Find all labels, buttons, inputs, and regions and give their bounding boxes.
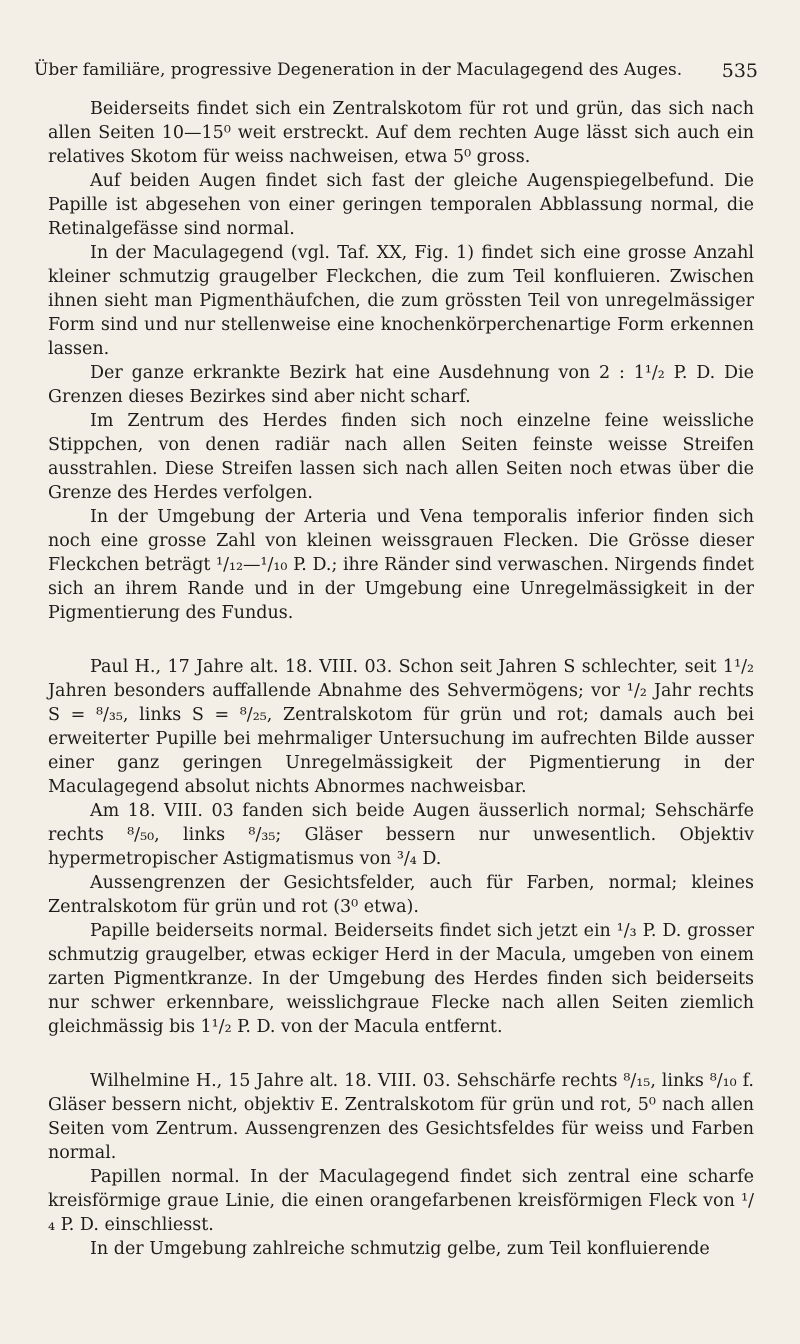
paragraph: Auf beiden Augen findet sich fast der gleiche Augenspiegelbefund. Die Papille ist abgesehen von einer geringen temporalen Abblassung normal, die Retinalgefässe sind normal.: [48, 171, 754, 239]
paragraph: Aussengrenzen der Gesichtsfelder, auch für Farben, normal; kleines Zentralskotom für grün und rot (3⁰ etwa).: [48, 873, 754, 917]
paragraph: Der ganze erkrankte Bezirk hat eine Ausdehnung von 2 : 1¹/₂ P. D. Die Grenzen dieses Bezirkes sind aber nicht scharf.: [48, 363, 754, 407]
running-title: Über familiäre, progressive Degeneration in der Maculagegend des Auges.: [34, 60, 683, 80]
page-body: [48, 97, 754, 1261]
paragraph: In der Maculagegend (vgl. Taf. XX, Fig. 1) findet sich eine grosse Anzahl kleiner schmutzig graugelber Fleckchen, die zum Teil konfluieren. Zwischen ihnen sieht man Pigmenthäufchen, die zum grössten Teil von unregelmässiger Form sind und nur stellenweise eine knochenkörperchenartige Form erkennen lassen.: [48, 243, 754, 359]
paragraph: In der Umgebung der Arteria und Vena temporalis inferior finden sich noch eine grosse Zahl von kleinen weissgrauen Flecken. Die Grösse dieser Fleckchen beträgt ¹/₁₂—¹/₁₀ P. D.; ihre Ränder sind verwaschen. Nirgends findet sich an ihrem Rande und in der Umgebung eine Unregelmässigkeit in der Pigmentierung des Fundus.: [48, 507, 754, 623]
running-header: [34, 60, 758, 90]
section-gap: [48, 625, 754, 655]
section-gap: [48, 1039, 754, 1069]
paragraph: Am 18. VIII. 03 fanden sich beide Augen äusserlich normal; Sehschärfe rechts ⁸/₅₀, links ⁸/₃₅; Gläser bessern nur unwesentlich. Objektiv hypermetropischer Astigmatismus von ³/₄ D.: [48, 801, 754, 869]
paragraph: Papille beiderseits normal. Beiderseits findet sich jetzt ein ¹/₃ P. D. grosser schmutzig graugelber, etwas eckiger Herd in der Macula, umgeben von einem zarten Pigmentkranze. In der Umgebung des Herdes finden sich beiderseits nur schwer erkennbare, weisslichgraue Flecke nach allen Seiten ziemlich gleichmässig bis 1¹/₂ P. D. von der Macula entfernt.: [48, 921, 754, 1037]
paragraph: In der Umgebung zahlreiche schmutzig gelbe, zum Teil konfluierende: [90, 1239, 710, 1259]
case-paragraph: Wilhelmine H., 15 Jahre alt. 18. VIII. 03. Sehschärfe rechts ⁸/₁₅, links ⁸/₁₀ f. Gläser bessern nicht, objektiv E. Zentralskotom für grün und rot, 5⁰ nach allen Seiten vom Zentrum. Aussengrenzen des Gesichtsfeldes für weiss und Farben normal.: [48, 1071, 754, 1163]
case-paragraph: Paul H., 17 Jahre alt. 18. VIII. 03. Schon seit Jahren S schlechter, seit 1¹/₂ Jahren besonders auffallende Abnahme des Sehvermögens; vor ¹/₂ Jahr rechts S = ⁸/₃₅, links S = ⁸/₂₅, Zentralskotom für grün und rot; damals auch bei erweiterter Pupille bei mehrmaliger Untersuchung im aufrechten Bilde ausser einer ganz geringen Unregelmässigkeit der Pigmentierung in der Maculagegend absolut nichts Abnormes nachweisbar.: [48, 657, 754, 797]
paragraph: Im Zentrum des Herdes finden sich noch einzelne feine weissliche Stippchen, von denen radiär nach allen Seiten feinste weisse Streifen ausstrahlen. Diese Streifen lassen sich nach allen Seiten noch etwas über die Grenze des Herdes verfolgen.: [48, 411, 754, 503]
page-number: 535: [721, 60, 758, 82]
paragraph: Beiderseits findet sich ein Zentralskotom für rot und grün, das sich nach allen Seiten 10—15⁰ weit erstreckt. Auf dem rechten Auge lässt sich auch ein relatives Skotom für weiss nachweisen, etwa 5⁰ gross.: [48, 99, 754, 167]
paragraph: Papillen normal. In der Maculagegend findet sich zentral eine scharfe kreisförmige graue Linie, die einen orangefarbenen kreisförmigen Fleck von ¹/₄ P. D. einschliesst.: [48, 1167, 754, 1235]
